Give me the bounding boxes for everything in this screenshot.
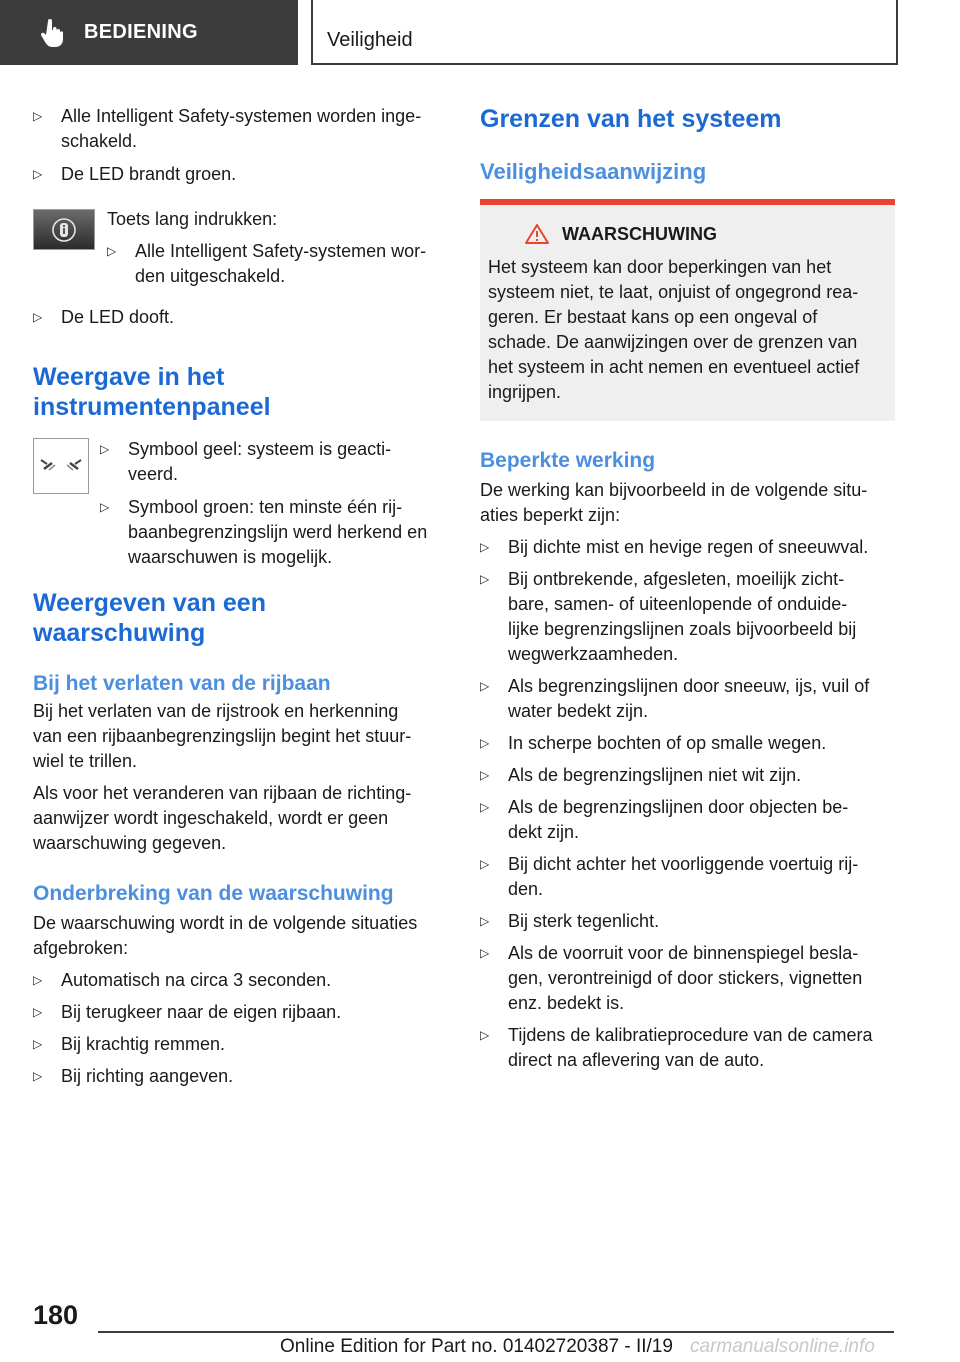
list-item: ▷ Als de voorruit voor de binnenspiegel besla- gen, verontreinigd of door stickers, vignetten enz. bedekt is. bbox=[480, 943, 863, 1013]
lane-markings-icon bbox=[33, 438, 89, 494]
paragraph: De werking kan bijvoorbeeld in de volgende situ- aties beperkt zijn: bbox=[480, 480, 868, 525]
list-item: ▷ Symbool geel: systeem is geacti- veerd. bbox=[100, 439, 392, 484]
button-info-icon bbox=[33, 209, 95, 250]
chapter-title: Veiligheid bbox=[327, 29, 413, 51]
page-number: 180 bbox=[33, 1300, 79, 1330]
list-item: ▷ Als de begrenzingslijnen niet wit zijn. bbox=[480, 763, 895, 788]
triangle-bullet-icon: ▷ bbox=[480, 946, 490, 960]
hand-pointer-icon bbox=[40, 19, 64, 47]
triangle-bullet-icon: ▷ bbox=[480, 540, 490, 554]
list-item: ▷ Bij krachtig remmen. bbox=[33, 1032, 448, 1057]
list-item: ▷ Automatisch na circa 3 seconden. bbox=[33, 968, 448, 993]
triangle-bullet-icon: ▷ bbox=[33, 167, 43, 181]
list-item: ▷ De LED brandt groen. bbox=[33, 162, 448, 187]
triangle-bullet-icon: ▷ bbox=[100, 500, 110, 514]
list-item: ▷ Bij terugkeer naar de eigen rijbaan. bbox=[33, 1000, 448, 1025]
triangle-bullet-icon: ▷ bbox=[480, 736, 490, 750]
triangle-bullet-icon: ▷ bbox=[480, 857, 490, 871]
paragraph: De waarschuwing wordt in de volgende situaties afgebroken: bbox=[33, 913, 418, 958]
list-item: ▷ Bij dicht achter het voorliggende voertuig rij- den. bbox=[480, 854, 859, 899]
list-item: ▷ Bij sterk tegenlicht. bbox=[480, 909, 895, 934]
edition-text: Online Edition for Part no. 01402720387 - II/19 bbox=[280, 1336, 673, 1357]
paragraph: Bij het verlaten van de rijstrook en herkenning van een rijbaanbegrenzingslijn begint het stuur- wiel te trillen. bbox=[33, 701, 412, 771]
chapter-tab bbox=[311, 0, 898, 65]
warning-box bbox=[480, 199, 895, 421]
list-item: ▷ Als begrenzingslijnen door sneeuw, ijs, vuil of water bedekt zijn. bbox=[480, 676, 870, 721]
heading-limited: Beperkte werking bbox=[480, 449, 656, 472]
right-column bbox=[480, 100, 895, 1073]
triangle-bullet-icon: ▷ bbox=[480, 572, 490, 586]
list-item: ▷ In scherpe bochten of op smalle wegen. bbox=[480, 731, 895, 756]
button-instruction bbox=[33, 209, 448, 301]
triangle-bullet-icon: ▷ bbox=[480, 914, 490, 928]
left-column bbox=[33, 100, 448, 1089]
section-title: BEDIENING bbox=[84, 21, 198, 43]
triangle-bullet-icon: ▷ bbox=[33, 973, 43, 987]
limited-list bbox=[480, 535, 895, 1073]
section-tab bbox=[0, 0, 298, 65]
warning-triangle-icon bbox=[524, 223, 550, 245]
heading-safety: Veiligheidsaanwijzing bbox=[480, 159, 707, 184]
triangle-bullet-icon: ▷ bbox=[33, 1037, 43, 1051]
list-item: ▷ Alle Intelligent Safety-systemen worden inge- schakeld. bbox=[33, 106, 422, 151]
footer-divider bbox=[98, 1331, 894, 1333]
triangle-bullet-icon: ▷ bbox=[107, 244, 117, 258]
watermark: carmanualsonline.info bbox=[690, 1336, 875, 1357]
heading-display: Weergave in het instrumentenpaneel bbox=[33, 363, 271, 421]
list-item: ▷ Alle Intelligent Safety-systemen wor- den uitgeschakeld. bbox=[107, 241, 427, 286]
triangle-bullet-icon: ▷ bbox=[33, 1005, 43, 1019]
triangle-bullet-icon: ▷ bbox=[480, 679, 490, 693]
list-item: ▷ De LED dooft. bbox=[33, 305, 448, 330]
warning-text: Het systeem kan door beperkingen van het systeem niet, te laat, onjuist of ongegrond rea- geren. Er bestaat kans op een ongeval of schade. De aanwijzingen over de grenzen van het systeem in acht nemen en eventueel actief ingrijpen. bbox=[488, 257, 860, 402]
triangle-bullet-icon: ▷ bbox=[100, 442, 110, 456]
triangle-bullet-icon: ▷ bbox=[33, 1069, 43, 1083]
list-item: ▷ Tijdens de kalibratieprocedure van de camera direct na aflevering van de auto. bbox=[480, 1025, 873, 1070]
interrupt-list bbox=[33, 968, 448, 1089]
triangle-bullet-icon: ▷ bbox=[33, 310, 43, 324]
triangle-bullet-icon: ▷ bbox=[480, 800, 490, 814]
activation-list bbox=[33, 104, 448, 187]
warning-title: WAARSCHUWING bbox=[562, 223, 717, 244]
list-item: ▷ Bij dichte mist en hevige regen of sneeuwval. bbox=[480, 535, 895, 560]
heading-interrupt: Onderbreking van de waarschuwing bbox=[33, 882, 394, 905]
list-item: ▷ Bij richting aangeven. bbox=[33, 1064, 448, 1089]
heading-leaving: Bij het verlaten van de rijbaan bbox=[33, 672, 331, 695]
triangle-bullet-icon: ▷ bbox=[480, 1028, 490, 1042]
paragraph: Als voor het veranderen van rijbaan de richting- aanwijzer wordt ingeschakeld, wordt er geen waarschuwing gegeven. bbox=[33, 783, 412, 853]
button-caption: Toets lang indrukken: bbox=[107, 209, 278, 229]
list-item: ▷ Symbool groen: ten minste één rij- baanbegrenzingslijn werd herkend en waarschuwen is mogelijk. bbox=[100, 497, 428, 567]
triangle-bullet-icon: ▷ bbox=[33, 109, 43, 123]
symbol-explanation bbox=[33, 438, 448, 580]
heading-limits: Grenzen van het systeem bbox=[480, 105, 782, 133]
list-item: ▷ Als de begrenzingslijnen door objecten be- dekt zijn. bbox=[480, 797, 849, 842]
triangle-bullet-icon: ▷ bbox=[480, 768, 490, 782]
heading-warning: Weergeven van een waarschuwing bbox=[33, 589, 266, 647]
list-item: ▷ Bij ontbrekende, afgesleten, moeilijk zicht- bare, samen- of uiteenlopende of onduide- lijke begrenzingslijnen zoals bijvoorbeeld bij wegwerkzaamheden. bbox=[480, 569, 857, 664]
